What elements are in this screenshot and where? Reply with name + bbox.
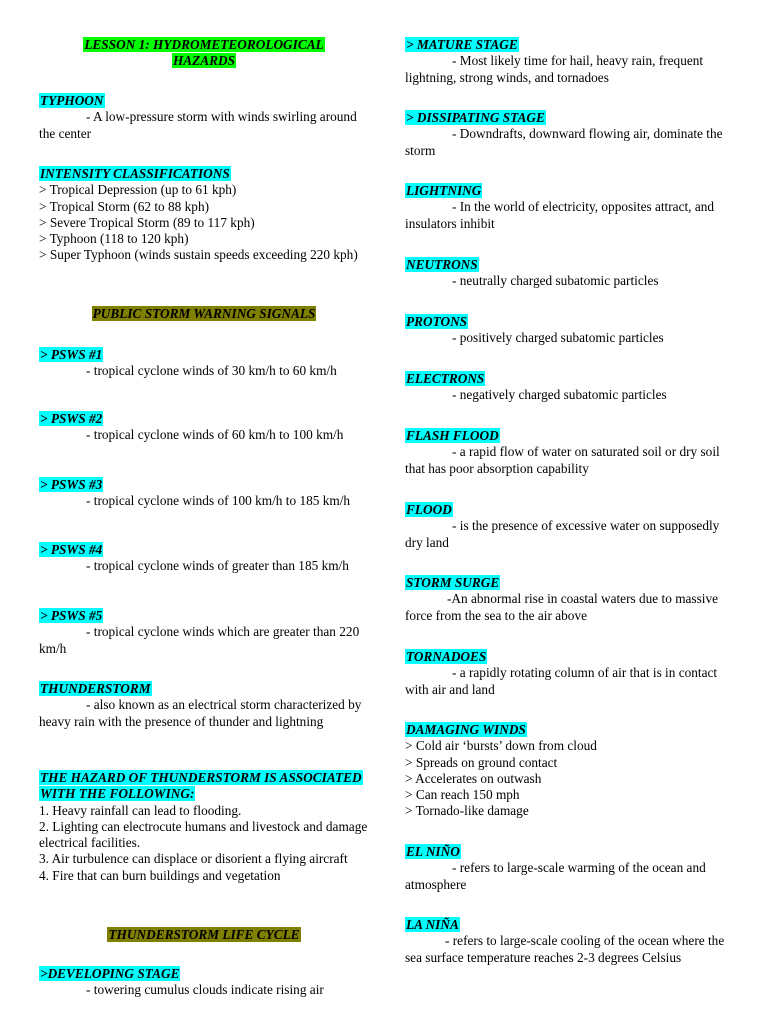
developing-heading: >DEVELOPING STAGE [40, 966, 180, 981]
thunderstorm-definition: - also known as an electrical storm characterized by heavy rain with the presence of thunder and lightning [39, 697, 362, 729]
mature-definition: - Most likely time for hail, heavy rain, frequent lightning, strong winds, and tornadoes [405, 53, 704, 85]
electrons-heading: ELECTRONS [406, 371, 485, 386]
flood-definition: - is the presence of excessive water on supposedly dry land [405, 518, 720, 550]
psws-4-definition: - tropical cyclone winds of greater than 185 km/h [86, 558, 349, 574]
protons-definition: - positively charged subatomic particles [452, 330, 664, 346]
la-nina-section [405, 917, 730, 966]
lightning-heading: LIGHTNING [406, 183, 482, 198]
psws-4 [39, 542, 369, 575]
flash-flood-definition: - a rapid flow of water on saturated soil or dry soil that has poor absorption capability [405, 444, 720, 476]
electrons-definition: - negatively charged subatomic particles [452, 387, 667, 403]
typhoon-heading: TYPHOON [40, 93, 104, 108]
developing-stage [39, 966, 369, 999]
psws-2 [39, 411, 369, 444]
lightning-definition: - In the world of electricity, opposites attract, and insulators inhibit [405, 199, 715, 231]
psws-2-definition: - tropical cyclone winds of 60 km/h to 100 km/h [86, 427, 344, 443]
psws-5-heading: > PSWS #5 [40, 608, 103, 623]
tornadoes-section [405, 649, 730, 698]
damaging-winds-item: > Tornado-like damage [405, 803, 529, 819]
lesson-title [39, 37, 369, 70]
electrons-section [405, 371, 730, 404]
mature-heading: > MATURE STAGE [406, 37, 518, 52]
hazard-section [39, 770, 369, 884]
intensity-item: > Super Typhoon (winds sustain speeds exceeding 220 kph) [39, 247, 358, 263]
el-nino-definition: - refers to large-scale warming of the ocean and atmosphere [405, 860, 706, 892]
intensity-heading: INTENSITY CLASSIFICATIONS [40, 166, 230, 181]
psws-5-definition: - tropical cyclone winds which are greater than 220 km/h [39, 624, 360, 656]
dissipating-heading: > DISSIPATING STAGE [406, 110, 545, 125]
intensity-section [39, 166, 369, 264]
neutrons-definition: - neutrally charged subatomic particles [452, 273, 659, 289]
storm-surge-section [405, 575, 730, 624]
psws-title-text: PUBLIC STORM WARNING SIGNALS [92, 306, 316, 321]
thunderstorm-section [39, 681, 369, 730]
typhoon-definition: - A low-pressure storm with winds swirling around the center [39, 109, 357, 141]
developing-definition: - towering cumulus clouds indicate rising air [86, 982, 324, 998]
la-nina-definition: - refers to large-scale cooling of the ocean where the sea surface temperature reaches 2-3 degrees Celsius [405, 933, 725, 965]
damaging-winds-item: > Spreads on ground contact [405, 754, 558, 770]
el-nino-section [405, 844, 730, 893]
mature-stage [405, 37, 730, 86]
thunderstorm-heading: THUNDERSTORM [40, 681, 151, 696]
intensity-item: > Tropical Depression (up to 61 kph) [39, 182, 237, 198]
intensity-item: > Tropical Storm (62 to 88 kph) [39, 198, 210, 214]
protons-section [405, 314, 730, 347]
storm-surge-heading: STORM SURGE [406, 575, 500, 590]
neutrons-heading: NEUTRONS [406, 257, 478, 272]
typhoon-section [39, 93, 369, 142]
lesson-title-text: LESSON 1: HYDROMETEOROLOGICAL HAZARDS [84, 37, 324, 69]
psws-5 [39, 608, 369, 657]
damaging-winds-section [405, 722, 730, 820]
flash-flood-section [405, 428, 730, 477]
dissipating-definition: - Downdrafts, downward flowing air, dominate the storm [405, 126, 723, 158]
psws-4-heading: > PSWS #4 [40, 542, 103, 557]
hazard-item: 3. Air turbulence can displace or disorient a flying aircraft [39, 851, 348, 867]
damaging-winds-item: > Cold air ‘bursts’ down from cloud [405, 738, 597, 754]
hazard-item: 4. Fire that can burn buildings and vegetation [39, 867, 281, 883]
hazard-heading: THE HAZARD OF THUNDERSTORM IS ASSOCIATED WITH THE FOLLOWING: [40, 770, 362, 802]
tornadoes-heading: TORNADOES [406, 649, 487, 664]
psws-3-heading: > PSWS #3 [40, 477, 103, 492]
hazard-item: 2. Lighting can electrocute humans and livestock and damage electrical facilities. [39, 818, 368, 851]
storm-surge-definition: -An abnormal rise in coastal waters due to massive force from the sea to the air above [405, 591, 719, 623]
life-cycle-title-text: THUNDERSTORM LIFE CYCLE [108, 927, 300, 942]
flood-heading: FLOOD [406, 502, 452, 517]
protons-heading: PROTONS [406, 314, 468, 329]
hazard-item: 1. Heavy rainfall can lead to flooding. [39, 802, 242, 818]
el-nino-heading: EL NIÑO [406, 844, 460, 859]
lightning-section [405, 183, 730, 232]
flood-section [405, 502, 730, 551]
damaging-winds-heading: DAMAGING WINDS [406, 722, 526, 737]
damaging-winds-item: > Accelerates on outwash [405, 770, 542, 786]
psws-1 [39, 347, 369, 380]
psws-1-definition: - tropical cyclone winds of 30 km/h to 60 km/h [86, 363, 337, 379]
psws-3-definition: - tropical cyclone winds of 100 km/h to 185 km/h [86, 493, 351, 509]
damaging-winds-item: > Can reach 150 mph [405, 787, 520, 803]
intensity-item: > Severe Tropical Storm (89 to 117 kph) [39, 214, 255, 230]
life-cycle-title [39, 927, 369, 943]
neutrons-section [405, 257, 730, 290]
psws-3 [39, 477, 369, 510]
la-nina-heading: LA NIÑA [406, 917, 459, 932]
psws-title [39, 306, 369, 322]
psws-2-heading: > PSWS #2 [40, 411, 103, 426]
tornadoes-definition: - a rapidly rotating column of air that is in contact with air and land [405, 665, 718, 697]
intensity-item: > Typhoon (118 to 120 kph) [39, 231, 189, 247]
dissipating-stage [405, 110, 730, 159]
flash-flood-heading: FLASH FLOOD [406, 428, 499, 443]
psws-1-heading: > PSWS #1 [40, 347, 103, 362]
